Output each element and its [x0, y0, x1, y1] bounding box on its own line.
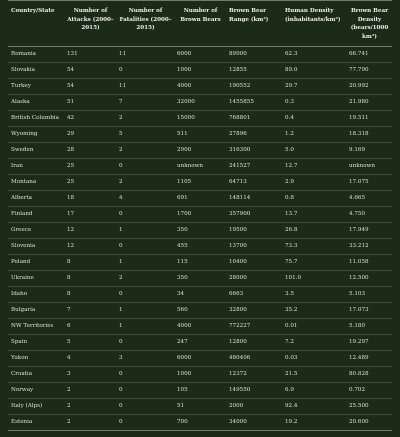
cell-attacks: 18: [64, 190, 116, 206]
cell-human-density: 7.2: [282, 334, 346, 350]
cell-attacks: 25: [64, 174, 116, 190]
table-row: [8, 334, 392, 350]
header-fatalities: Number of Fatalities (2000–2015): [116, 1, 174, 46]
cell-fatalities: 7: [116, 94, 174, 110]
cell-fatalities: 0: [116, 286, 174, 302]
cell-range: 190552: [226, 78, 282, 94]
table-row: [8, 142, 392, 158]
header-attacks: Number of Attacks (2000–2015): [64, 1, 116, 46]
cell-country: Spain: [8, 334, 64, 350]
table-row: [8, 238, 392, 254]
cell-country: Croatia: [8, 366, 64, 382]
cell-country: Iran: [8, 158, 64, 174]
cell-attacks: 3: [64, 366, 116, 382]
cell-brown-bears: 700: [174, 414, 226, 430]
cell-range: 12800: [226, 334, 282, 350]
cell-fatalities: 0: [116, 206, 174, 222]
table-row: [8, 302, 392, 318]
table-row: [8, 46, 392, 62]
cell-country: Wyoming: [8, 126, 64, 142]
table-row: [8, 190, 392, 206]
cell-brown-bears: 4000: [174, 78, 226, 94]
cell-country: Estonia: [8, 414, 64, 430]
cell-attacks: 12: [64, 238, 116, 254]
cell-bear-density: 9.169: [346, 142, 392, 158]
cell-bear-density: 25.500: [346, 398, 392, 414]
table-row: [8, 414, 392, 430]
cell-human-density: 12.7: [282, 158, 346, 174]
table-row: [8, 158, 392, 174]
cell-attacks: 12: [64, 222, 116, 238]
cell-human-density: 75.7: [282, 254, 346, 270]
cell-country: Slovakia: [8, 62, 64, 78]
cell-bear-density: 11.058: [346, 254, 392, 270]
cell-bear-density: 12.500: [346, 270, 392, 286]
cell-human-density: 0.03: [282, 350, 346, 366]
cell-range: 89900: [229, 50, 247, 57]
cell-bear-density: 0.702: [346, 382, 392, 398]
cell-range: 27896: [226, 126, 282, 142]
cell-brown-bears: 115: [174, 254, 226, 270]
cell-country: Turkey: [8, 78, 64, 94]
cell-fatalities: 0: [116, 398, 174, 414]
cell-range: 149550: [226, 382, 282, 398]
cell-bear-density: 4.665: [346, 190, 392, 206]
cell-fatalities: 2: [116, 270, 174, 286]
cell-range: 32800: [226, 302, 282, 318]
table-row: [8, 382, 392, 398]
cell-range: 34000: [226, 414, 282, 430]
cell-brown-bears: 350: [174, 222, 226, 238]
cell-country: Poland: [8, 254, 64, 270]
cell-range: 6663: [226, 286, 282, 302]
table-row: [8, 254, 392, 270]
cell-fatalities: 2: [116, 142, 174, 158]
table-row: [8, 174, 392, 190]
table-row: [8, 286, 392, 302]
cell-human-density: 21.5: [282, 366, 346, 382]
cell-bear-density: 17.949: [346, 222, 392, 238]
cell-brown-bears: 2900: [174, 142, 226, 158]
cell-country: Montana: [8, 174, 64, 190]
cell-human-density: 26.8: [282, 222, 346, 238]
cell-human-density: 0.3: [282, 94, 346, 110]
cell-brown-bears: 247: [174, 334, 226, 350]
header-range: Brown Bear Range (km²): [226, 1, 282, 46]
cell-country: Norway: [8, 382, 64, 398]
cell-attacks: 2: [64, 398, 116, 414]
cell-attacks: 54: [64, 62, 116, 78]
cell-human-density: 3.5: [282, 286, 346, 302]
cell-country: Greece: [8, 222, 64, 238]
cell-human-density: 6.9: [282, 382, 346, 398]
table-row: [8, 110, 392, 126]
cell-brown-bears: 6000: [174, 350, 226, 366]
cell-bear-density: 80.828: [346, 366, 392, 382]
cell-fatalities: 0: [116, 158, 174, 174]
table-body: [8, 46, 392, 430]
header-bear-density: Brown Bear Density (bears/1000 km²): [346, 1, 392, 46]
cell-bear-density: 19.511: [346, 110, 392, 126]
table-row: [8, 398, 392, 414]
cell-brown-bears: 1000: [174, 62, 226, 78]
cell-brown-bears: 4000: [174, 318, 226, 334]
cell-fatalities: 3: [116, 350, 174, 366]
table-row: [8, 78, 392, 94]
cell-fatalities: 11: [116, 78, 174, 94]
cell-country: Finland: [8, 206, 64, 222]
cell-human-density: 0.8: [282, 190, 346, 206]
cell-attacks: 51: [64, 94, 116, 110]
cell-bear-density: 4.750: [346, 206, 392, 222]
cell-range: 357900: [226, 206, 282, 222]
cell-brown-bears: 691: [174, 190, 226, 206]
cell-human-density: 0.4: [282, 110, 346, 126]
cell-brown-bears: 32000: [174, 94, 226, 110]
cell-attacks: 54: [64, 78, 116, 94]
cell-attacks: 8: [64, 270, 116, 286]
cell-country: Slovenia: [8, 238, 64, 254]
cell-attacks: 28: [64, 142, 116, 158]
cell-human-density: 1.2: [282, 126, 346, 142]
cell-brown-bears: 34: [174, 286, 226, 302]
cell-country: Alaska: [8, 94, 64, 110]
header-human-density: Human Density (inhabitants/km²): [282, 1, 346, 46]
cell-fatalities: 11: [119, 50, 127, 57]
header-brown-bears: Number of Brown Bears: [174, 1, 226, 46]
cell-fatalities: 0: [116, 414, 174, 430]
cell-brown-bears: unknown: [174, 158, 226, 174]
cell-human-density: 35.2: [282, 302, 346, 318]
cell-fatalities: 0: [116, 382, 174, 398]
cell-brown-bears: 455: [174, 238, 226, 254]
cell-range: 12855: [226, 62, 282, 78]
cell-range: 10400: [226, 254, 282, 270]
cell-bear-density: 18.318: [346, 126, 392, 142]
cell-fatalities: 0: [116, 62, 174, 78]
cell-brown-bears: 511: [174, 126, 226, 142]
cell-attacks: 25: [64, 158, 116, 174]
cell-country: Yukon: [8, 350, 64, 366]
cell-human-density: 0.01: [282, 318, 346, 334]
cell-attacks: 5: [64, 334, 116, 350]
cell-bear-density: 19.297: [346, 334, 392, 350]
cell-country: Bulgaria: [8, 302, 64, 318]
cell-human-density: 19.2: [282, 414, 346, 430]
cell-brown-bears: 51: [174, 398, 226, 414]
cell-fatalities: 1: [116, 254, 174, 270]
cell-brown-bears: 105: [174, 382, 226, 398]
cell-range: 241527: [226, 158, 282, 174]
table-row: [8, 94, 392, 110]
table-row: [8, 126, 392, 142]
cell-attacks: 17: [64, 206, 116, 222]
cell-bear-density: 20.600: [346, 414, 392, 430]
cell-brown-bears: 1700: [174, 206, 226, 222]
cell-human-density: 89.0: [282, 62, 346, 78]
cell-bear-density: 12.489: [346, 350, 392, 366]
cell-attacks: 131: [67, 50, 78, 57]
cell-range: 28000: [226, 270, 282, 286]
table-row: [8, 350, 392, 366]
cell-attacks: 7: [64, 302, 116, 318]
cell-range: 12372: [226, 366, 282, 382]
table-row: [8, 270, 392, 286]
cell-range: 64713: [226, 174, 282, 190]
cell-bear-density: unknown: [346, 158, 392, 174]
cell-attacks: 2: [64, 414, 116, 430]
cell-human-density: 2.9: [282, 174, 346, 190]
cell-bear-density: 33.212: [346, 238, 392, 254]
cell-fatalities: 4: [116, 190, 174, 206]
cell-country: Romania: [11, 50, 36, 57]
header-country: Country/State: [8, 1, 64, 46]
table-row: [8, 366, 392, 382]
table-row: [8, 318, 392, 334]
cell-brown-bears: 560: [174, 302, 226, 318]
cell-country: Ukraine: [8, 270, 64, 286]
cell-human-density: 5.0: [282, 142, 346, 158]
cell-range: 316300: [226, 142, 282, 158]
cell-range: 19500: [226, 222, 282, 238]
cell-bear-density: 21.980: [346, 94, 392, 110]
cell-bear-density: 17.073: [346, 302, 392, 318]
cell-human-density: 13.7: [282, 206, 346, 222]
cell-bear-density: 17.075: [346, 174, 392, 190]
cell-range: 13700: [226, 238, 282, 254]
cell-brown-bears: 6000: [177, 50, 192, 57]
cell-brown-bears: 1000: [174, 366, 226, 382]
cell-country: British Columbia: [8, 110, 64, 126]
cell-bear-density: 20.992: [346, 78, 392, 94]
cell-attacks: 8: [64, 254, 116, 270]
cell-country: Alberta: [8, 190, 64, 206]
cell-fatalities: 0: [116, 366, 174, 382]
cell-fatalities: 2: [116, 174, 174, 190]
cell-country: Sweden: [8, 142, 64, 158]
cell-country: Idaho: [8, 286, 64, 302]
cell-human-density: 101.0: [282, 270, 346, 286]
cell-range: 148114: [226, 190, 282, 206]
cell-fatalities: 1: [116, 222, 174, 238]
cell-range: 768801: [226, 110, 282, 126]
cell-brown-bears: 1105: [174, 174, 226, 190]
cell-human-density: 73.3: [282, 238, 346, 254]
table-row: [8, 206, 392, 222]
cell-fatalities: 1: [116, 318, 174, 334]
cell-fatalities: 0: [116, 238, 174, 254]
cell-attacks: 42: [64, 110, 116, 126]
cell-attacks: 2: [64, 382, 116, 398]
cell-attacks: 8: [64, 286, 116, 302]
table-header-row: [8, 1, 392, 46]
cell-fatalities: 0: [116, 334, 174, 350]
cell-human-density: 92.4: [282, 398, 346, 414]
data-table-container: [8, 0, 392, 431]
cell-country: NW Territories: [8, 318, 64, 334]
table-row: [8, 222, 392, 238]
cell-human-density: 29.7: [282, 78, 346, 94]
cell-range: 480406: [226, 350, 282, 366]
cell-fatalities: 1: [116, 302, 174, 318]
cell-bear-density: 66.741: [349, 50, 369, 57]
cell-country: Italy (Alps): [8, 398, 64, 414]
cell-range: 772227: [226, 318, 282, 334]
cell-brown-bears: 15000: [174, 110, 226, 126]
cell-attacks: 6: [64, 318, 116, 334]
cell-attacks: 29: [64, 126, 116, 142]
cell-fatalities: 5: [116, 126, 174, 142]
cell-bear-density: 5.103: [346, 286, 392, 302]
cell-bear-density: 77.790: [346, 62, 392, 78]
cell-range: 1455855: [226, 94, 282, 110]
cell-range: 2000: [226, 398, 282, 414]
table-row: [8, 62, 392, 78]
cell-bear-density: 5.180: [346, 318, 392, 334]
cell-human-density: 62.3: [285, 50, 298, 57]
cell-attacks: 4: [64, 350, 116, 366]
cell-brown-bears: 350: [174, 270, 226, 286]
bear-attacks-table: [8, 1, 392, 431]
cell-fatalities: 2: [116, 110, 174, 126]
